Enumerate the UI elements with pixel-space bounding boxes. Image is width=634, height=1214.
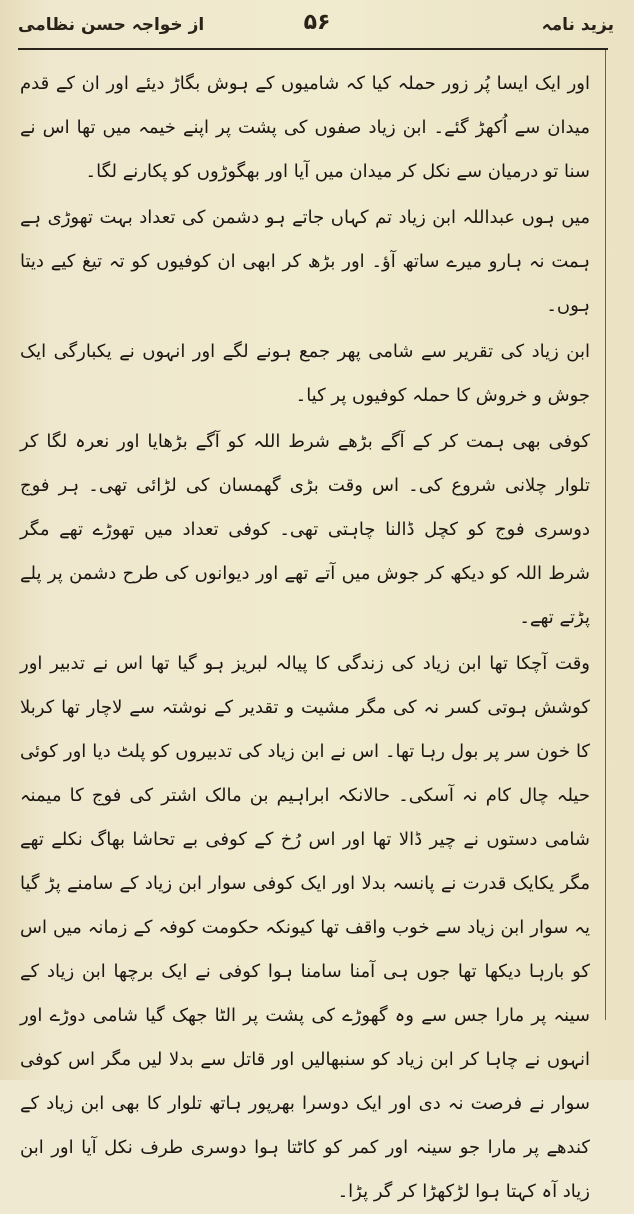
header-divider: [18, 48, 608, 50]
paragraph: ابن زیاد کی تقریر سے شامی پھر جمع ہونے لگے اور انہوں نے یکبارگی ایک جوش و خروش کا حملہ کوفیوں پر کیا۔: [20, 341, 590, 406]
page-header: [14, 8, 620, 48]
page-number: ۵۶: [303, 10, 331, 35]
margin-line: [605, 50, 606, 1020]
author-name: از خواجہ حسن نظامی: [18, 15, 205, 35]
paragraph: میں ہوں عبداللہ ابن زیاد تم کہاں جاتے ہو دشمن کی تعداد بہت تھوڑی ہے ہمت نہ ہارو میرے ساتھ آؤ۔ اور بڑھ کر ابھی ان کوفیوں کو تہ تیغ کیے دیتا ہوں۔: [20, 207, 590, 316]
book-title: یزید نامہ: [541, 15, 614, 35]
paragraph: کوفی بھی ہمت کر کے آگے بڑھے شرط اللہ کو آگے بڑھایا اور نعرہ لگا کر تلوار چلانی شروع کی۔ اس وقت بڑی گھمسان کی لڑائی تھی۔ ہر فوج دوسری فوج کو کچل ڈالنا چاہتی تھی۔ کوفی تعداد میں تھوڑے تھے مگر شرط اللہ کو دیکھ کر جوش میں آتے تھے اور دیوانوں کی طرح دشمن پر پلے پڑتے تھے۔: [20, 431, 590, 628]
paragraph: اور ایک ایسا پُر زور حملہ کیا کہ شامیوں کے ہوش بگاڑ دیئے اور ان کے قدم میدان سے اُکھڑ گئے۔ ابن زیاد صفوں کی پشت پر اپنے خیمہ میں تھا اس نے سنا تو درمیان سے نکل کر میدان میں آیا اور بھگوڑوں کو پکارنے لگا۔: [20, 73, 590, 182]
paragraph: وقت آچکا تھا ابن زیاد کی زندگی کا پیالہ لبریز ہو گیا تھا اس نے تدبیر اور کوشش ہوتی کسر نہ کی مگر مشیت و تقدیر کے نوشتہ سے لاچار تھا کربلا کا خون سر پر بول رہا تھا۔ اس نے ابن زیاد کی تدبیروں کو پلٹ دیا اور کوئی حیلہ چال کام نہ آسکی۔ حالانکہ ابراہیم بن مالک اشتر کی فوج کا میمنہ شامی دستوں نے چیر ڈالا تھا اور اس رُخ کے کوفی بے تحاشا بھاگ نکلے تھے مگر یکایک قدرت نے پانسہ بدلا اور ایک کوفی سوار ابن زیاد کے سامنے پڑ گیا یہ سوار ابن زیاد سے خوب واقف تھا کیونکہ حکومت کوفہ کے زمانہ میں اس کو بارہا دیکھا تھا جوں ہی آمنا سامنا ہوا کوفی نے ایک برچھا ابن زیاد کے سینہ پر مارا جس سے وہ گھوڑے کی پشت پر الٹا جھک گیا شامی دوڑے اور انہوں نے چاہا کر ابن زیاد کو سنبھالیں اور قاتل سے بدلا لیں مگر اس کوفی سوار نے فرصت نہ دی اور ایک دوسرا بھرپور ہاتھ تلوار کا بھی ابن زیاد کے کندھے پر مارا جو سینہ اور کمر کو کاٹتا ہوا دوسری طرف نکل آیا اور ابن زیاد آہ کہتا ہوا لڑکھڑا کر گر پڑا۔: [20, 653, 590, 1202]
page-body-text: [20, 62, 590, 1202]
